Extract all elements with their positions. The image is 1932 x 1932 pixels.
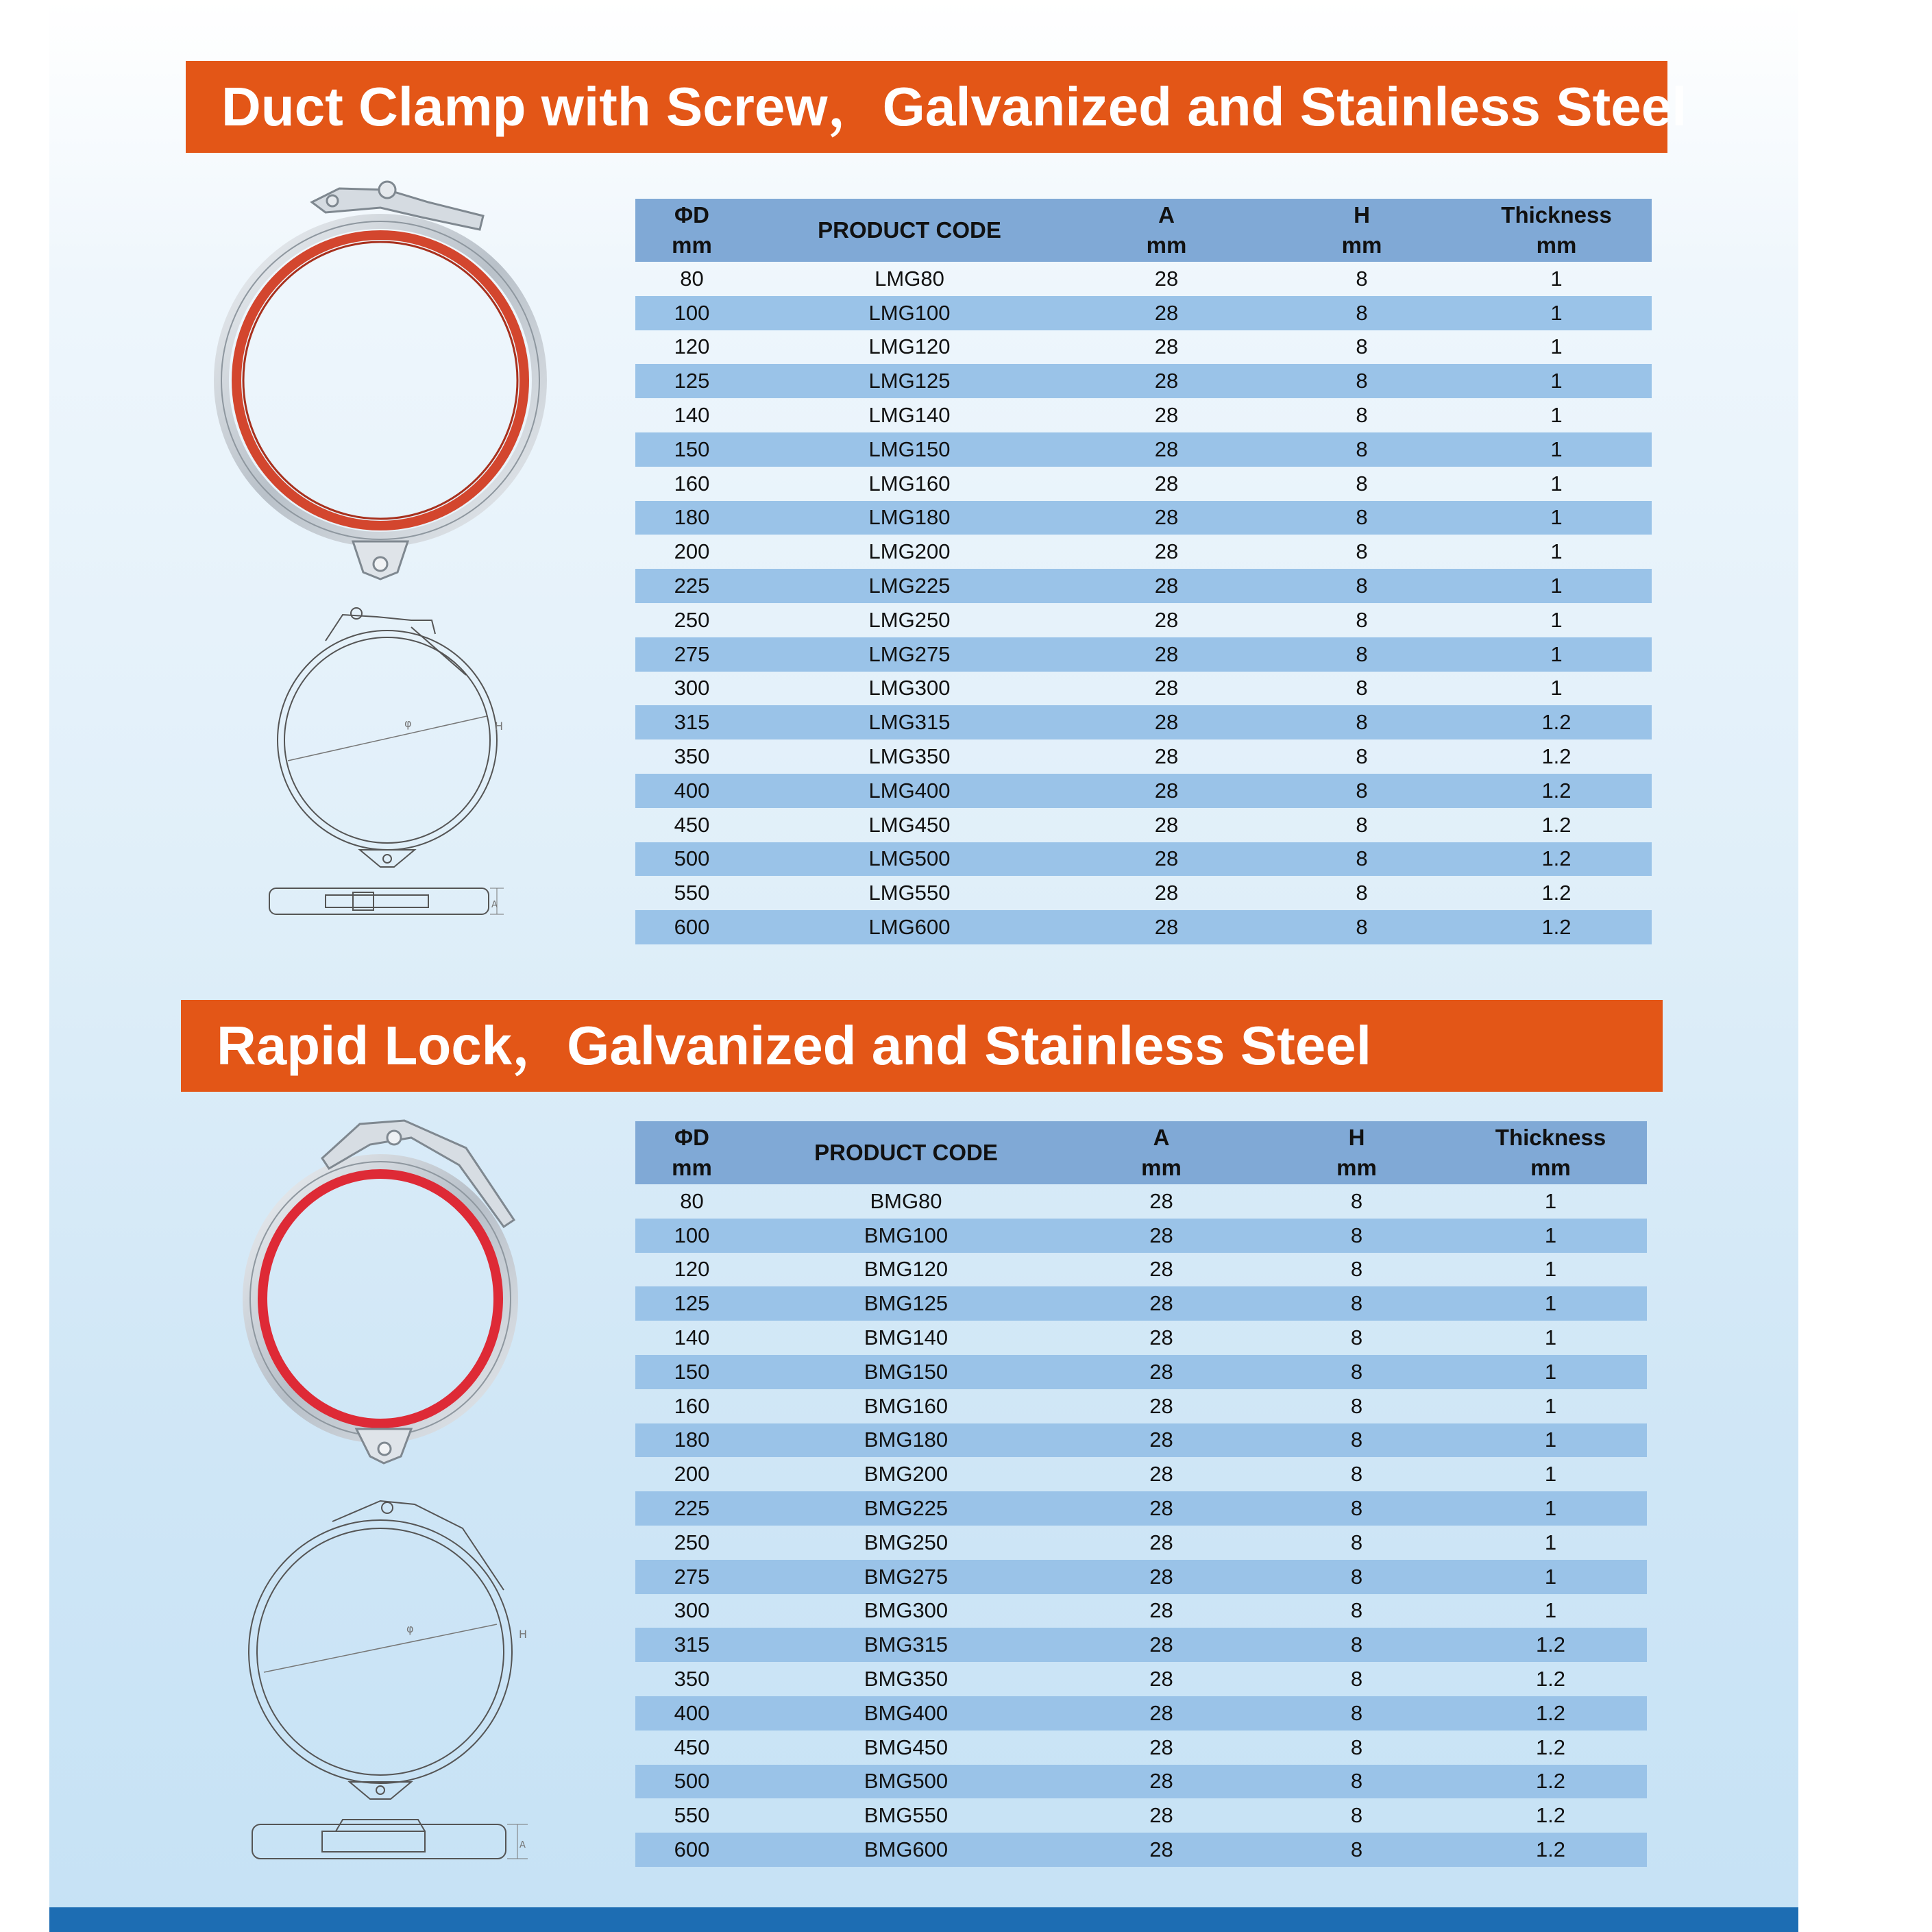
cell-diameter: 125 [635, 1286, 748, 1321]
cell-diameter: 500 [635, 1765, 748, 1799]
cell-diameter: 125 [635, 364, 748, 398]
cell-a: 28 [1154, 334, 1179, 359]
cell-h: 8 [1350, 1735, 1363, 1759]
cell-product-code: LMG120 [868, 334, 951, 359]
cell-diameter: 200 [674, 1462, 710, 1487]
cell-diameter: 600 [635, 1833, 748, 1867]
duct-clamp-front-drawing [260, 600, 514, 874]
header-h: H mm [1259, 1121, 1454, 1184]
cell-h: 8 [1259, 1696, 1454, 1731]
cell-thickness: 1 [1544, 1257, 1557, 1282]
cell-product-code: BMG160 [864, 1393, 949, 1418]
cell-thickness: 1 [1544, 1188, 1557, 1213]
cell-product-code: BMG200 [864, 1462, 949, 1487]
duct-clamp-photo [209, 175, 552, 586]
cell-a: 28 [1071, 842, 1262, 877]
cell-thickness: 1 [1461, 569, 1652, 603]
cell-diameter: 450 [674, 812, 710, 837]
table-row [635, 1355, 1647, 1389]
cell-h: 8 [1259, 1286, 1454, 1321]
cell-a: 28 [1064, 1286, 1259, 1321]
cell-thickness: 1 [1550, 607, 1563, 632]
cell-h: 8 [1356, 812, 1368, 837]
cell-diameter: 140 [674, 403, 710, 428]
cell-thickness: 1 [1544, 1325, 1557, 1350]
a-label: A [519, 1840, 526, 1850]
table-row [635, 808, 1652, 842]
section-title-rapid-lock: Rapid Lock，Galvanized and Stainless Steel [181, 1000, 1663, 1092]
cell-diameter: 225 [635, 569, 748, 603]
cell-product-code: LMG315 [748, 705, 1071, 739]
cell-thickness: 1.2 [1454, 1696, 1647, 1731]
cell-thickness: 1 [1544, 1393, 1557, 1418]
header-thickness: Thickness mm [1461, 199, 1652, 262]
footer-bar [49, 1907, 1798, 1932]
table-row [635, 705, 1652, 739]
cell-a: 28 [1071, 569, 1262, 603]
cell-h: 8 [1350, 1325, 1363, 1350]
h-label: H [495, 720, 504, 733]
cell-product-code: BMG550 [864, 1803, 949, 1828]
cell-product-code: LMG100 [748, 296, 1071, 330]
cell-h: 8 [1259, 1833, 1454, 1867]
cell-a: 28 [1064, 1491, 1259, 1526]
cell-product-code: BMG100 [748, 1219, 1064, 1253]
cell-product-code: BMG600 [748, 1833, 1064, 1867]
table-row [635, 1253, 1647, 1287]
cell-h: 8 [1350, 1667, 1363, 1691]
cell-h: 8 [1259, 1355, 1454, 1389]
cell-h: 8 [1350, 1257, 1363, 1282]
cell-h: 8 [1356, 266, 1368, 291]
cell-diameter: 150 [635, 432, 748, 467]
cell-product-code: BMG315 [748, 1628, 1064, 1662]
cell-thickness: 1.2 [1541, 812, 1572, 837]
cell-diameter: 100 [635, 1219, 748, 1253]
cell-diameter: 300 [674, 1598, 710, 1623]
header-diameter: ΦD mm [635, 1121, 748, 1184]
cell-a: 28 [1071, 432, 1262, 467]
cell-a: 28 [1064, 1696, 1259, 1731]
cell-diameter: 275 [635, 1560, 748, 1594]
cell-h: 8 [1350, 1598, 1363, 1623]
cell-a: 28 [1149, 1393, 1173, 1418]
cell-diameter: 315 [635, 1628, 748, 1662]
cell-diameter: 120 [674, 1257, 710, 1282]
cell-a: 28 [1149, 1735, 1173, 1759]
cell-h: 8 [1350, 1393, 1363, 1418]
cell-product-code: BMG350 [864, 1667, 949, 1691]
cell-h: 8 [1350, 1803, 1363, 1828]
cell-diameter: 550 [674, 881, 710, 905]
cell-a: 28 [1149, 1530, 1173, 1554]
cell-thickness: 1 [1454, 1423, 1647, 1458]
table-row [635, 1628, 1647, 1662]
cell-thickness: 1 [1454, 1491, 1647, 1526]
cell-thickness: 1 [1454, 1219, 1647, 1253]
cell-diameter: 275 [635, 637, 748, 672]
header-product-code: PRODUCT CODE [748, 1121, 1064, 1184]
table-header-row [635, 199, 1652, 262]
cell-a: 28 [1149, 1803, 1173, 1828]
cell-thickness: 1 [1544, 1530, 1557, 1554]
cell-thickness: 1 [1454, 1286, 1647, 1321]
table-row [635, 774, 1652, 808]
cell-a: 28 [1154, 744, 1179, 769]
header-thickness: Thickness mm [1454, 1121, 1647, 1184]
table-row [635, 1321, 1647, 1355]
rapid-lock-side-drawing [247, 1816, 535, 1871]
cell-h: 8 [1356, 334, 1368, 359]
cell-h: 8 [1356, 539, 1368, 564]
cell-product-code: BMG400 [748, 1696, 1064, 1731]
cell-product-code: LMG300 [868, 676, 951, 700]
cell-product-code: BMG80 [870, 1188, 942, 1213]
header-h: H mm [1262, 199, 1461, 262]
cell-product-code: BMG125 [748, 1286, 1064, 1321]
table-row [635, 1457, 1647, 1491]
cell-thickness: 1.2 [1454, 1765, 1647, 1799]
cell-h: 8 [1356, 607, 1368, 632]
cell-a: 28 [1071, 296, 1262, 330]
table-row [635, 398, 1652, 432]
table-row [635, 637, 1652, 672]
rapid-lock-front-drawing [243, 1487, 528, 1802]
cell-diameter: 400 [635, 1696, 748, 1731]
phi-label: φ [404, 717, 412, 730]
cell-a: 28 [1149, 1325, 1173, 1350]
cell-diameter: 450 [674, 1735, 710, 1759]
cell-h: 8 [1262, 501, 1461, 535]
cell-a: 28 [1154, 676, 1179, 700]
cell-product-code: BMG275 [748, 1560, 1064, 1594]
cell-h: 8 [1262, 569, 1461, 603]
cell-product-code: LMG250 [868, 607, 951, 632]
cell-a: 28 [1154, 471, 1179, 496]
cell-diameter: 200 [674, 539, 710, 564]
table-row [635, 842, 1652, 877]
cell-h: 8 [1262, 296, 1461, 330]
cell-h: 8 [1262, 364, 1461, 398]
table-row [635, 1594, 1647, 1628]
cell-diameter: 400 [635, 774, 748, 808]
cell-h: 8 [1259, 1560, 1454, 1594]
cell-product-code: LMG275 [748, 637, 1071, 672]
cell-a: 28 [1064, 1219, 1259, 1253]
cell-a: 28 [1064, 1765, 1259, 1799]
cell-thickness: 1 [1550, 334, 1563, 359]
cell-diameter: 315 [635, 705, 748, 739]
cell-h: 8 [1356, 744, 1368, 769]
cell-product-code: LMG450 [868, 812, 951, 837]
cell-a: 28 [1064, 1560, 1259, 1594]
table-row [635, 876, 1652, 910]
cell-thickness: 1.2 [1454, 1628, 1647, 1662]
cell-a: 28 [1071, 364, 1262, 398]
cell-h: 8 [1356, 471, 1368, 496]
header-a: A mm [1071, 199, 1262, 262]
cell-product-code: LMG80 [875, 266, 944, 291]
cell-diameter: 120 [674, 334, 710, 359]
cell-h: 8 [1262, 842, 1461, 877]
cell-diameter: 180 [635, 1423, 748, 1458]
cell-h: 8 [1259, 1219, 1454, 1253]
cell-diameter: 150 [635, 1355, 748, 1389]
cell-product-code: BMG140 [864, 1325, 949, 1350]
cell-h: 8 [1350, 1188, 1363, 1213]
cell-thickness: 1 [1550, 676, 1563, 700]
cell-thickness: 1.2 [1541, 744, 1572, 769]
cell-thickness: 1 [1461, 432, 1652, 467]
cell-product-code: LMG600 [748, 910, 1071, 944]
cell-thickness: 1.2 [1461, 774, 1652, 808]
cell-thickness: 1 [1461, 296, 1652, 330]
cell-a: 28 [1154, 539, 1179, 564]
cell-diameter: 600 [635, 910, 748, 944]
table-body [635, 1184, 1647, 1867]
cell-a: 28 [1149, 1598, 1173, 1623]
cell-a: 28 [1154, 812, 1179, 837]
cell-a: 28 [1071, 705, 1262, 739]
table-row [635, 1423, 1647, 1458]
cell-diameter: 160 [674, 471, 710, 496]
cell-a: 28 [1064, 1423, 1259, 1458]
table-row [635, 1662, 1647, 1696]
cell-h: 8 [1356, 403, 1368, 428]
rapid-lock-spec-table [635, 1121, 1647, 1867]
table-row [635, 296, 1652, 330]
cell-thickness: 1 [1544, 1598, 1557, 1623]
table-row [635, 501, 1652, 535]
cell-h: 8 [1262, 705, 1461, 739]
cell-thickness: 1 [1454, 1560, 1647, 1594]
table-row [635, 910, 1652, 944]
cell-a: 28 [1149, 1667, 1173, 1691]
cell-a: 28 [1064, 1833, 1259, 1867]
cell-diameter: 250 [674, 607, 710, 632]
cell-product-code: BMG180 [748, 1423, 1064, 1458]
cell-h: 8 [1350, 1530, 1363, 1554]
cell-a: 28 [1154, 403, 1179, 428]
table-row [635, 1765, 1647, 1799]
cell-product-code: LMG140 [868, 403, 951, 428]
table-body [635, 262, 1652, 944]
cell-thickness: 1.2 [1535, 1667, 1566, 1691]
cell-h: 8 [1259, 1423, 1454, 1458]
cell-product-code: LMG160 [868, 471, 951, 496]
cell-a: 28 [1149, 1257, 1173, 1282]
cell-thickness: 1.2 [1461, 705, 1652, 739]
header-a: A mm [1064, 1121, 1259, 1184]
cell-product-code: BMG120 [864, 1257, 949, 1282]
cell-product-code: BMG225 [748, 1491, 1064, 1526]
cell-thickness: 1 [1461, 637, 1652, 672]
cell-h: 8 [1356, 881, 1368, 905]
table-header-row [635, 1121, 1647, 1184]
cell-a: 28 [1149, 1462, 1173, 1487]
cell-product-code: BMG450 [864, 1735, 949, 1759]
cell-diameter: 550 [674, 1803, 710, 1828]
cell-thickness: 1.2 [1454, 1833, 1647, 1867]
cell-product-code: LMG225 [748, 569, 1071, 603]
section-title-duct-clamp: Duct Clamp with Screw，Galvanized and Stainless Steel [186, 61, 1667, 153]
cell-h: 8 [1350, 1462, 1363, 1487]
cell-product-code: BMG250 [864, 1530, 949, 1554]
cell-product-code: LMG550 [868, 881, 951, 905]
cell-diameter: 350 [674, 744, 710, 769]
table-row [635, 739, 1652, 774]
cell-h: 8 [1356, 676, 1368, 700]
cell-thickness: 1 [1454, 1355, 1647, 1389]
table-row [635, 1286, 1647, 1321]
cell-product-code: LMG125 [748, 364, 1071, 398]
cell-thickness: 1.2 [1461, 842, 1652, 877]
duct-clamp-side-drawing [264, 883, 511, 924]
cell-h: 8 [1259, 1628, 1454, 1662]
cell-product-code: BMG500 [748, 1765, 1064, 1799]
cell-a: 28 [1154, 881, 1179, 905]
cell-thickness: 1 [1550, 403, 1563, 428]
a-label: A [491, 900, 498, 910]
cell-product-code: LMG400 [748, 774, 1071, 808]
cell-a: 28 [1064, 1628, 1259, 1662]
cell-h: 8 [1262, 432, 1461, 467]
table-row [635, 364, 1652, 398]
cell-thickness: 1.2 [1461, 910, 1652, 944]
table-row [635, 432, 1652, 467]
cell-diameter: 80 [680, 266, 704, 291]
rapid-lock-photo [240, 1117, 528, 1474]
cell-a: 28 [1064, 1355, 1259, 1389]
table-row [635, 1731, 1647, 1765]
cell-product-code: LMG200 [868, 539, 951, 564]
cell-h: 8 [1262, 910, 1461, 944]
cell-diameter: 80 [680, 1188, 704, 1213]
cell-thickness: 1.2 [1541, 881, 1572, 905]
cell-thickness: 1 [1461, 501, 1652, 535]
table-row [635, 1560, 1647, 1594]
cell-diameter: 250 [674, 1530, 710, 1554]
header-product-code: PRODUCT CODE [748, 199, 1071, 262]
cell-thickness: 1 [1550, 266, 1563, 291]
cell-thickness: 1 [1550, 471, 1563, 496]
cell-product-code: LMG500 [748, 842, 1071, 877]
table-row [635, 1798, 1647, 1833]
table-row [635, 1526, 1647, 1560]
table-row [635, 672, 1652, 706]
cell-diameter: 140 [674, 1325, 710, 1350]
table-row [635, 1696, 1647, 1731]
cell-a: 28 [1149, 1188, 1173, 1213]
cell-h: 8 [1262, 637, 1461, 672]
table-row [635, 1389, 1647, 1423]
table-row [635, 1219, 1647, 1253]
cell-thickness: 1 [1461, 364, 1652, 398]
cell-diameter: 225 [635, 1491, 748, 1526]
cell-diameter: 500 [635, 842, 748, 877]
phi-label: φ [406, 1622, 414, 1635]
cell-h: 8 [1259, 1491, 1454, 1526]
table-row [635, 467, 1652, 501]
h-label: H [519, 1628, 528, 1641]
cell-h: 8 [1259, 1765, 1454, 1799]
table-row [635, 262, 1652, 296]
cell-thickness: 1.2 [1535, 1735, 1566, 1759]
cell-product-code: LMG350 [868, 744, 951, 769]
table-row [635, 535, 1652, 569]
cell-a: 28 [1154, 607, 1179, 632]
table-row [635, 1184, 1647, 1219]
table-row [635, 330, 1652, 365]
cell-product-code: BMG300 [864, 1598, 949, 1623]
cell-h: 8 [1262, 774, 1461, 808]
cell-product-code: LMG150 [748, 432, 1071, 467]
cell-product-code: LMG180 [748, 501, 1071, 535]
header-diameter: ΦD mm [635, 199, 748, 262]
cell-a: 28 [1071, 637, 1262, 672]
cell-product-code: BMG150 [748, 1355, 1064, 1389]
cell-thickness: 1 [1550, 539, 1563, 564]
cell-diameter: 300 [674, 676, 710, 700]
cell-a: 28 [1071, 501, 1262, 535]
cell-diameter: 100 [635, 296, 748, 330]
cell-thickness: 1 [1544, 1462, 1557, 1487]
cell-thickness: 1.2 [1535, 1803, 1566, 1828]
table-row [635, 1833, 1647, 1867]
cell-diameter: 350 [674, 1667, 710, 1691]
duct-clamp-spec-table [635, 199, 1652, 944]
table-row [635, 569, 1652, 603]
cell-diameter: 160 [674, 1393, 710, 1418]
cell-a: 28 [1154, 266, 1179, 291]
table-row [635, 603, 1652, 637]
cell-a: 28 [1071, 774, 1262, 808]
cell-diameter: 180 [635, 501, 748, 535]
cell-a: 28 [1071, 910, 1262, 944]
table-row [635, 1491, 1647, 1526]
